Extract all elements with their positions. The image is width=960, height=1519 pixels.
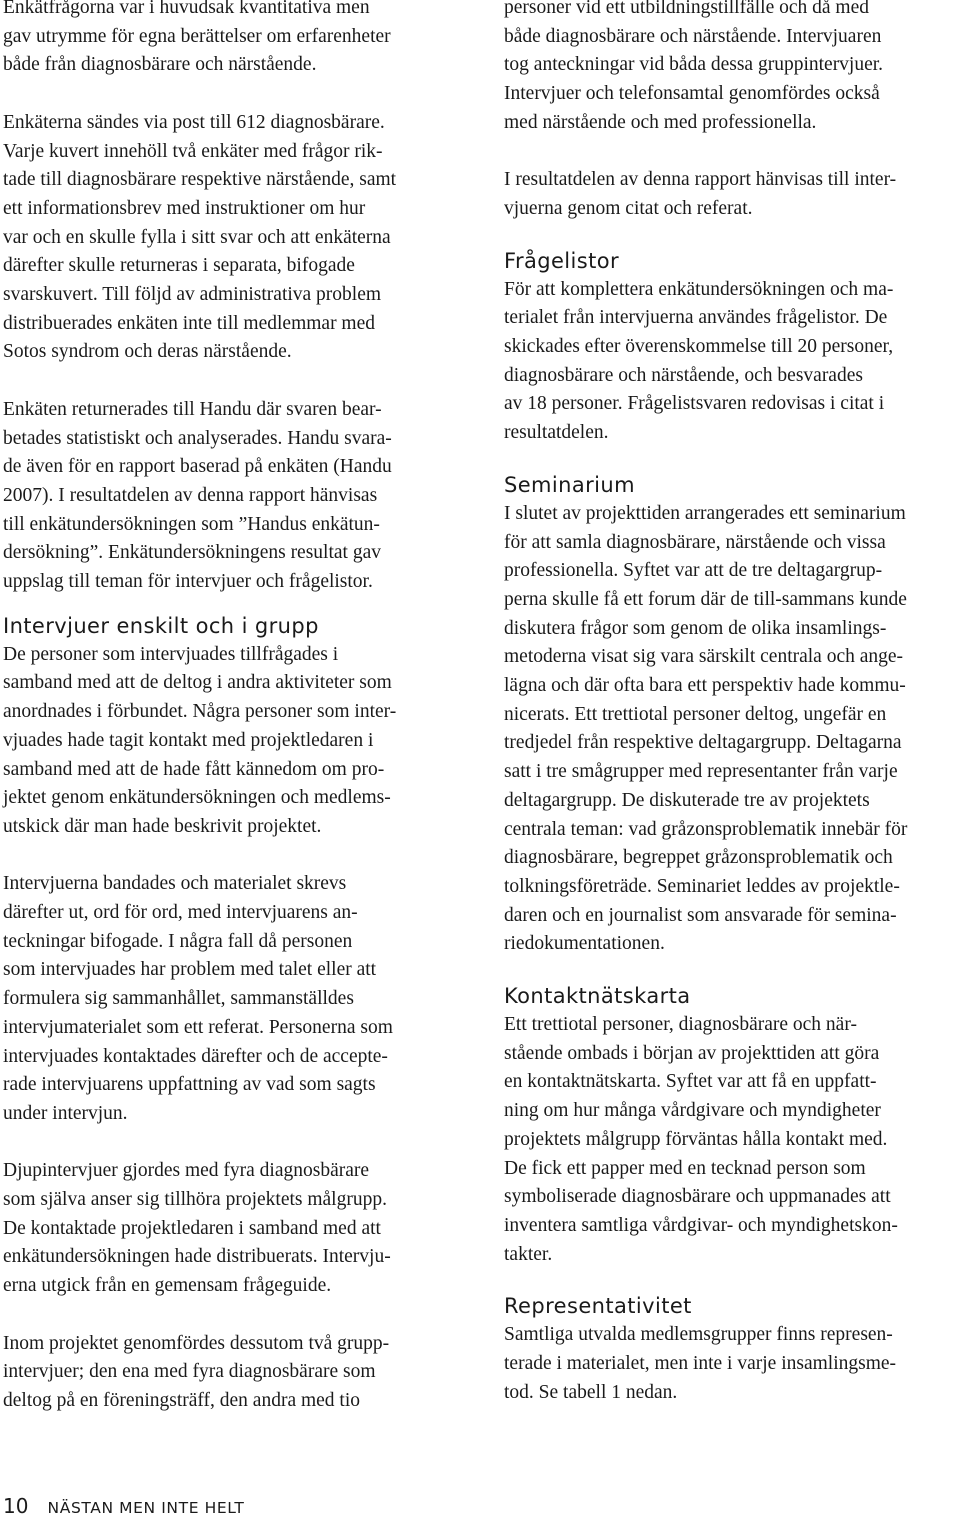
paragraph: I resultatdelen av denna rapport hänvisas till inter- vjuerna genom citat och referat. — [504, 169, 897, 219]
paragraph: Enkäterna sändes via post till 612 diagnosbärare. Varje kuvert innehöll två enkäter med frågor rik- tade till diagnosbärare respektive närstående, samt ett informationsbrev med instruktioner om hur var och en skulle fylla i sitt svar och att enkäterna därefter skulle returneras i separata, bifogade svarskuvert. Till följd av administrativa problem distribuerades enkäten inte till medlemmar med Sotos syndrom och deras närstående. — [3, 111, 397, 363]
left-column — [3, 0, 458, 1416]
paragraph: Enkäten returnerades till Handu där svaren bear- betades statistiskt och analyserades. Handu svara- de även för en rapport baserad på enkäten (Handu 2007). I resultatdelen av denna rapport hänvisas till enkätundersökningen som ”Handus enkätun- dersökning”. Enkätundersökningens resultat gav uppslag till teman för intervjuer och frågelistor. — [3, 398, 392, 593]
section-heading: Kontaktnätskarta — [504, 984, 691, 1009]
section-heading: Frågelistor — [504, 248, 620, 273]
section-heading: Intervjuer enskilt och i grupp — [3, 613, 319, 638]
section-heading: Representativitet — [504, 1294, 692, 1319]
page-number: 10 — [3, 1494, 29, 1518]
paragraph: Djupintervjuer gjordes med fyra diagnosbärare som själva anser sig tillhöra projektets målgrupp. De kontaktade projektledaren i samband med att enkätundersökningen hade distribuerats. Intervju- erna utgick från en gemensam frågeguide. — [3, 1160, 391, 1297]
paragraph: Samtliga utvalda medlemsgrupper finns represen- terade i materialet, men inte i varje insamlingsme- tod. Se tabell 1 nedan. — [504, 1324, 897, 1403]
paragraph: personer vid ett utbildningstillfälle och då med både diagnosbärare och närstående. Intervjuaren tog anteckningar vid båda dessa gruppintervjuer. Intervjuer och telefonsamtal genomfördes också med närstående och med professionella. — [504, 0, 884, 133]
right-column — [504, 0, 959, 1408]
paragraph: Inom projektet genomfördes dessutom två grupp- intervjuer; den ena med fyra diagnosbärare som deltog på en föreningsträff, den andra med tio — [3, 1332, 390, 1411]
paragraph: Intervjuerna bandades och materialet skrevs därefter ut, ord för ord, med intervjuarens an- teckningar bifogade. I några fall då personen som intervjuades har problem med talet eller att formulera sig sammanhållet, sammanställdes intervjumaterialet som ett referat. Personerna som intervjuades kontaktades därefter och de accepte- rade intervjuarens uppfattning av vad som sagts under intervjun. — [3, 873, 393, 1124]
paragraph: För att komplettera enkätundersökningen och ma- terialet från intervjuerna användes frågelistor. De skickades efter överenskommelse till 20 personer, diagnosbärare och närstående, och besvarades av 18 personer. Frågelistsvaren redovisas i citat i resultatdelen. — [504, 278, 894, 444]
section-heading: Seminarium — [504, 472, 635, 497]
paragraph: De personer som intervjuades tillfrågades i samband med att de deltog i andra aktiviteter som anordnades i förbundet. Några personer som inter- vjuades hade tagit kontakt med projektledaren i samband med att de hade fått kännedom om pro- jektet genom enkätundersökningen och medlems- utskick där man hade beskrivit projektet. — [3, 643, 397, 837]
paragraph: Ett trettiotal personer, diagnosbärare och när- stående ombads i början av projekttiden att göra en kontaktnätskarta. Syftet var att få en uppfatt- ning om hur många vårdgivare och myndigheter projektets målgrupp förväntas hålla kontakt med. De fick ett papper med en tecknad person som symboliserade diagnosbärare och uppmanades att inventera samtliga vårdgivar- och myndighetskon- takter. — [504, 1014, 898, 1265]
page-footer — [3, 1494, 244, 1518]
paragraph: I slutet av projekttiden arrangerades ett seminarium för att samla diagnosbärare, närstående och vissa professionella. Syftet var att de tre deltagargrup- perna skulle få ett forum där de till-sammans kunde diskutera frågor som genom de olika insamlings- metoderna visat sig vara särskilt centrala och ange- lägna och där ofta bara ett perspektiv hade kommu- nicerats. Ett trettiotal personer deltog, ungefär en tredjedel från respektive deltagargrupp. Deltagarna satt i tre smågrupper med representanter från varje deltagargrupp. De diskuterade tre av projektets centrala teman: vad gråzonsproblematik innebär för diagnosbärare, begreppet gråzonsproblematik och tolkningsföreträde. Seminariet leddes av projektle- daren och en journalist som ansvarade för semina- riedokumentationen. — [504, 502, 908, 955]
running-title: NÄSTAN MEN INTE HELT — [47, 1499, 245, 1517]
paragraph: Enkätfrågorna var i huvudsak kvantitativa men gav utrymme för egna berättelser om erfarenheter både från diagnosbärare och närstående. — [3, 0, 391, 76]
